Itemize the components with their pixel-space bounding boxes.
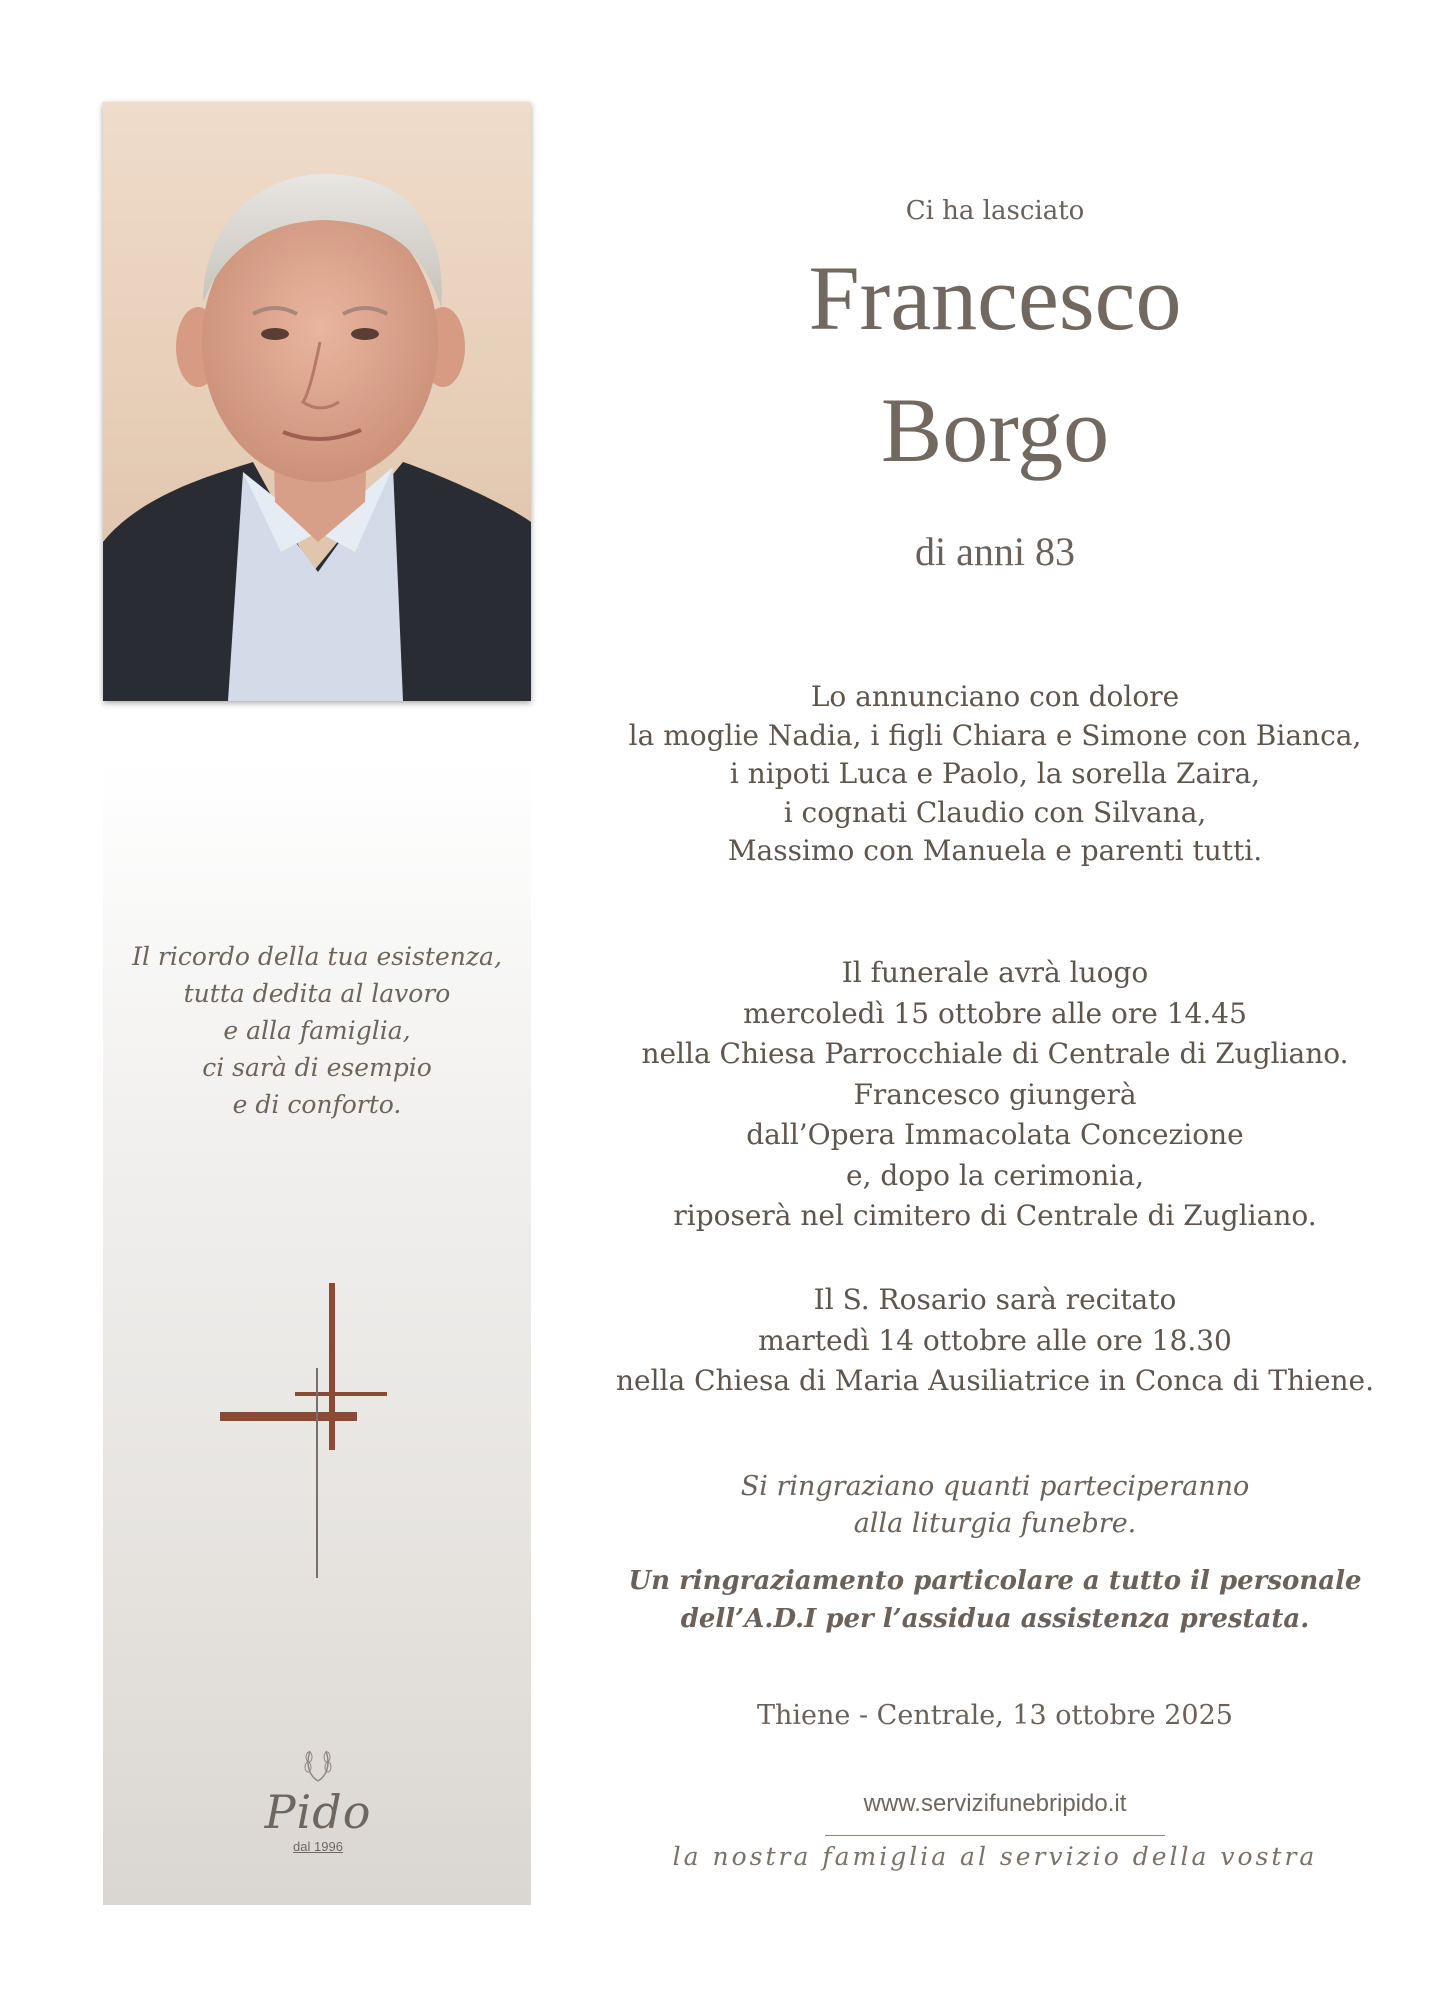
funeral-line: nella Chiesa Parrocchiale di Centrale di Zugliano. [641, 1037, 1349, 1070]
thanks-line: alla liturgia funebre. [853, 1508, 1137, 1539]
side-quote-line: tutta dedita al lavoro [183, 979, 451, 1008]
special-thanks-line: dell’A.D.I per l’assidua assistenza prestata. [680, 1604, 1310, 1634]
website-link[interactable]: www.servizifunebripido.it [863, 1790, 1127, 1817]
brand-since: dal 1996 [293, 1839, 343, 1854]
rosary-line: nella Chiesa di Maria Ausiliatrice in Conca di Thiene. [615, 1364, 1375, 1397]
laurel-icon [298, 1745, 338, 1785]
brand-logo [253, 1745, 383, 1854]
announcement-line: i cognati Claudio con Silvana, [783, 795, 1207, 829]
thanks-line: Si ringraziano quanti parteciperanno [740, 1471, 1250, 1502]
special-thanks-block [560, 1562, 1430, 1638]
side-quote-line: e di conforto. [232, 1090, 402, 1119]
side-quote-line: Il ricordo della tua esistenza, [132, 942, 502, 971]
last-name: Borgo [880, 379, 1110, 481]
cross-icon [218, 1280, 438, 1600]
side-quote [103, 938, 531, 1123]
side-panel [103, 760, 531, 1905]
announcement-line: i nipoti Luca e Paolo, la sorella Zaira, [729, 757, 1261, 790]
divider [825, 1835, 1165, 1836]
announcement-block [560, 678, 1430, 871]
side-quote-line: ci sarà di esempio [202, 1053, 432, 1082]
brand-name: Pido [264, 1785, 372, 1839]
thanks-block [560, 1468, 1430, 1542]
funeral-line: e, dopo la cerimonia, [846, 1158, 1144, 1192]
side-quote-line: e alla famiglia, [223, 1016, 411, 1045]
special-thanks-line: Un ringraziamento particolare a tutto il personale [628, 1566, 1362, 1596]
announcement-line: Massimo con Manuela e parenti tutti. [727, 834, 1263, 867]
funeral-line: dall’Opera Immacolata Concezione [746, 1118, 1244, 1151]
funeral-line: mercoledì 15 ottobre alle ore 14.45 [743, 996, 1247, 1030]
funeral-line: Francesco giungerà [853, 1077, 1137, 1111]
tagline: la nostra famiglia al servizio della vostra [672, 1842, 1318, 1871]
place-date: Thiene - Centrale, 13 ottobre 2025 [757, 1700, 1233, 1731]
portrait-photo [103, 102, 531, 701]
announcement-line: Lo annunciano con dolore [810, 680, 1180, 713]
rosary-line: martedì 14 ottobre alle ore 18.30 [758, 1323, 1232, 1357]
intro-text: Ci ha lasciato [905, 196, 1085, 226]
rosary-line: Il S. Rosario sarà recitato [813, 1283, 1177, 1316]
funeral-line: riposerà nel cimitero di Centrale di Zugliano. [673, 1199, 1317, 1232]
first-name: Francesco [808, 247, 1182, 349]
funeral-line: Il funerale avrà luogo [841, 956, 1149, 989]
funeral-block [560, 953, 1430, 1237]
portrait-illustration [103, 102, 531, 701]
rosary-block [560, 1280, 1430, 1402]
age-text: di anni 83 [915, 529, 1075, 574]
announcement-line: la moglie Nadia, i figli Chiara e Simone con Bianca, [628, 718, 1362, 752]
